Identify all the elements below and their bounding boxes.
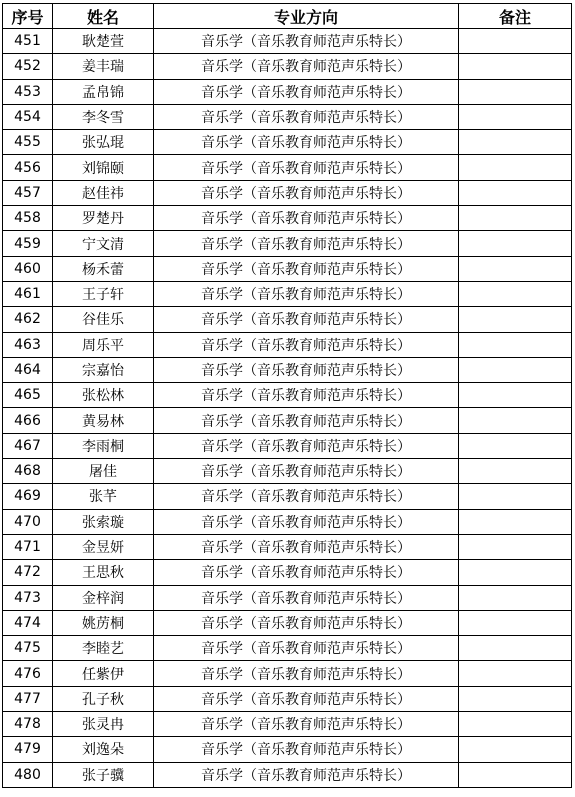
table-row [3,256,572,281]
table-row [3,636,572,661]
cell-name: 黄易林 [53,408,154,433]
cell-major: 音乐学（音乐教育师范声乐特长） [154,661,459,686]
cell-remarks [459,130,572,155]
cell-major: 音乐学（音乐教育师范声乐特长） [154,79,459,104]
cell-name: 金梓润 [53,585,154,610]
cell-remarks [459,585,572,610]
cell-no: 467 [3,433,53,458]
cell-major: 音乐学（音乐教育师范声乐特长） [154,712,459,737]
cell-remarks [459,459,572,484]
cell-name: 金昱妍 [53,534,154,559]
cell-major: 音乐学（音乐教育师范声乐特长） [154,509,459,534]
cell-no: 460 [3,256,53,281]
cell-major: 音乐学（音乐教育师范声乐特长） [154,560,459,585]
cell-no: 477 [3,686,53,711]
cell-remarks [459,509,572,534]
cell-name: 屠佳 [53,459,154,484]
cell-name: 张松林 [53,383,154,408]
cell-no: 474 [3,610,53,635]
cell-name: 李睦艺 [53,636,154,661]
cell-remarks [459,762,572,787]
cell-remarks [459,231,572,256]
cell-no: 469 [3,484,53,509]
cell-major: 音乐学（音乐教育师范声乐特长） [154,459,459,484]
cell-no: 473 [3,585,53,610]
cell-major: 音乐学（音乐教育师范声乐特长） [154,256,459,281]
cell-remarks [459,29,572,54]
roster-body [3,29,572,788]
cell-remarks [459,712,572,737]
cell-major: 音乐学（音乐教育师范声乐特长） [154,180,459,205]
cell-name: 刘锦颐 [53,155,154,180]
cell-no: 462 [3,307,53,332]
header-name: 姓名 [53,4,154,29]
table-row [3,737,572,762]
cell-major: 音乐学（音乐教育师范声乐特长） [154,307,459,332]
cell-remarks [459,408,572,433]
cell-name: 耿楚萱 [53,29,154,54]
cell-no: 476 [3,661,53,686]
cell-remarks [459,281,572,306]
table-row [3,206,572,231]
cell-no: 453 [3,79,53,104]
cell-major: 音乐学（音乐教育师范声乐特长） [154,332,459,357]
cell-no: 452 [3,54,53,79]
cell-major: 音乐学（音乐教育师范声乐特长） [154,357,459,382]
cell-no: 458 [3,206,53,231]
cell-name: 张芊 [53,484,154,509]
cell-no: 465 [3,383,53,408]
cell-no: 454 [3,104,53,129]
cell-no: 475 [3,636,53,661]
cell-name: 张灵冉 [53,712,154,737]
cell-remarks [459,206,572,231]
cell-remarks [459,661,572,686]
table-row [3,484,572,509]
cell-no: 456 [3,155,53,180]
cell-name: 罗楚丹 [53,206,154,231]
cell-remarks [459,357,572,382]
cell-remarks [459,737,572,762]
table-row [3,712,572,737]
cell-no: 466 [3,408,53,433]
table-row [3,54,572,79]
cell-remarks [459,636,572,661]
cell-remarks [459,433,572,458]
cell-remarks [459,54,572,79]
table-row [3,459,572,484]
cell-name: 李冬雪 [53,104,154,129]
cell-major: 音乐学（音乐教育师范声乐特长） [154,206,459,231]
cell-no: 480 [3,762,53,787]
header-major: 专业方向 [154,4,459,29]
cell-remarks [459,534,572,559]
table-row [3,79,572,104]
cell-no: 468 [3,459,53,484]
cell-major: 音乐学（音乐教育师范声乐特长） [154,433,459,458]
table-row [3,231,572,256]
cell-name: 李雨桐 [53,433,154,458]
table-row [3,180,572,205]
cell-remarks [459,610,572,635]
cell-no: 455 [3,130,53,155]
cell-remarks [459,104,572,129]
cell-major: 音乐学（音乐教育师范声乐特长） [154,636,459,661]
cell-no: 478 [3,712,53,737]
cell-name: 周乐平 [53,332,154,357]
cell-major: 音乐学（音乐教育师范声乐特长） [154,610,459,635]
cell-name: 谷佳乐 [53,307,154,332]
cell-name: 宗嘉怡 [53,357,154,382]
cell-remarks [459,560,572,585]
cell-major: 音乐学（音乐教育师范声乐特长） [154,155,459,180]
table-row [3,332,572,357]
cell-major: 音乐学（音乐教育师范声乐特长） [154,762,459,787]
cell-major: 音乐学（音乐教育师范声乐特长） [154,737,459,762]
cell-no: 451 [3,29,53,54]
cell-major: 音乐学（音乐教育师范声乐特长） [154,534,459,559]
cell-major: 音乐学（音乐教育师范声乐特长） [154,383,459,408]
cell-major: 音乐学（音乐教育师范声乐特长） [154,408,459,433]
cell-name: 张子骥 [53,762,154,787]
table-row [3,509,572,534]
cell-no: 463 [3,332,53,357]
table-row [3,560,572,585]
cell-name: 任紫伊 [53,661,154,686]
cell-no: 459 [3,231,53,256]
header-no: 序号 [3,4,53,29]
cell-no: 457 [3,180,53,205]
cell-name: 刘逸朵 [53,737,154,762]
cell-name: 杨禾蕾 [53,256,154,281]
cell-major: 音乐学（音乐教育师范声乐特长） [154,585,459,610]
table-row [3,433,572,458]
cell-remarks [459,383,572,408]
cell-remarks [459,307,572,332]
cell-no: 471 [3,534,53,559]
cell-remarks [459,155,572,180]
cell-remarks [459,180,572,205]
cell-no: 461 [3,281,53,306]
header-remarks: 备注 [459,4,572,29]
cell-name: 姚苈桐 [53,610,154,635]
cell-no: 479 [3,737,53,762]
table-row [3,130,572,155]
cell-name: 孟帛锦 [53,79,154,104]
cell-major: 音乐学（音乐教育师范声乐特长） [154,54,459,79]
table-row [3,661,572,686]
cell-remarks [459,686,572,711]
cell-name: 孔子秋 [53,686,154,711]
cell-name: 张索璇 [53,509,154,534]
roster-table [2,3,572,788]
cell-name: 赵佳祎 [53,180,154,205]
cell-major: 音乐学（音乐教育师范声乐特长） [154,686,459,711]
table-row [3,610,572,635]
cell-remarks [459,484,572,509]
table-row [3,585,572,610]
table-row [3,281,572,306]
cell-no: 470 [3,509,53,534]
cell-name: 王思秋 [53,560,154,585]
table-row [3,408,572,433]
cell-remarks [459,332,572,357]
table-row [3,104,572,129]
table-row [3,155,572,180]
table-row [3,762,572,787]
table-row [3,534,572,559]
cell-name: 姜丰瑞 [53,54,154,79]
cell-major: 音乐学（音乐教育师范声乐特长） [154,281,459,306]
cell-major: 音乐学（音乐教育师范声乐特长） [154,29,459,54]
cell-name: 王子轩 [53,281,154,306]
table-row [3,307,572,332]
cell-major: 音乐学（音乐教育师范声乐特长） [154,484,459,509]
cell-remarks [459,256,572,281]
cell-major: 音乐学（音乐教育师范声乐特长） [154,231,459,256]
cell-major: 音乐学（音乐教育师范声乐特长） [154,104,459,129]
cell-major: 音乐学（音乐教育师范声乐特长） [154,130,459,155]
cell-no: 464 [3,357,53,382]
cell-remarks [459,79,572,104]
cell-name: 宁文清 [53,231,154,256]
table-row [3,686,572,711]
table-row [3,357,572,382]
header-row [3,4,572,29]
table-row [3,29,572,54]
table-row [3,383,572,408]
cell-no: 472 [3,560,53,585]
cell-name: 张弘琨 [53,130,154,155]
